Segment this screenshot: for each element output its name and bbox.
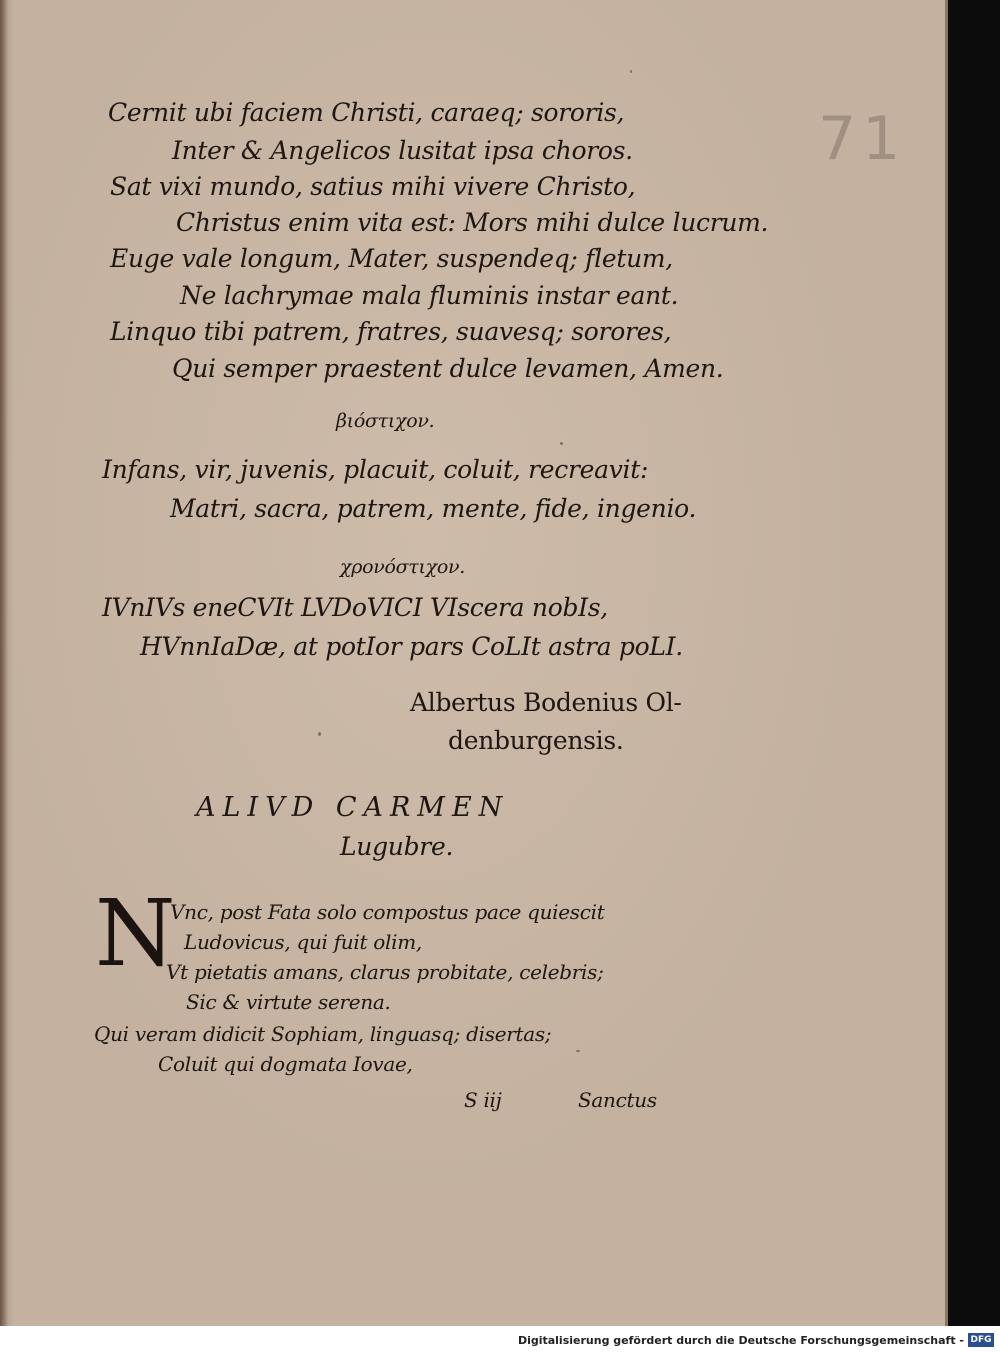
verse-line-2: Inter & Angelicos lusitat ipsa choros. xyxy=(172,136,633,165)
binding-shadow xyxy=(0,0,8,1326)
poem-line-5: Qui veram didicit Sophiam, linguasq; disertas; xyxy=(94,1022,552,1046)
paper-speck xyxy=(576,1050,580,1052)
distich-heading: βιόστιχον. xyxy=(336,410,435,432)
poem-subtitle: Lugubre. xyxy=(340,832,454,861)
poem-line-1: Vnc, post Fata solo compostus pace quiescit xyxy=(170,900,605,924)
poem-line-3: Vt pietatis amans, clarus probitate, celebris; xyxy=(166,960,604,984)
distich-line-2: Matri, sacra, patrem, mente, fide, ingenio. xyxy=(170,494,697,523)
page-edge xyxy=(945,0,948,1326)
dfg-logo: DFG xyxy=(968,1333,994,1347)
poem-line-6: Coluit qui dogmata Iovae, xyxy=(158,1052,413,1076)
verse-line-1: Cernit ubi faciem Christi, caraeq; sororis, xyxy=(108,98,625,127)
verse-line-6: Ne lachrymae mala fluminis instar eant. xyxy=(180,281,679,310)
verse-line-7: Linquo tibi patrem, fratres, suavesq; sorores, xyxy=(110,317,672,346)
poem-line-2: Ludovicus, qui fuit olim, xyxy=(184,930,422,954)
verse-line-5: Euge vale longum, Mater, suspendeq; fletum, xyxy=(110,244,673,273)
paper-speck xyxy=(560,442,563,445)
verse-line-8: Qui semper praestent dulce levamen, Amen. xyxy=(172,354,724,383)
footer-bar xyxy=(0,1326,1000,1352)
catchword: Sanctus xyxy=(578,1088,657,1112)
chronostich-line-1: IVnIVs eneCVIt LVDoVICI VIscera nobIs, xyxy=(102,593,608,622)
poem-line-4: Sic & virtute serena. xyxy=(186,990,391,1014)
signature-mark: S iij xyxy=(464,1088,502,1112)
drop-cap: N xyxy=(95,880,176,987)
distich-line-1: Infans, vir, juvenis, placuit, coluit, recreavit: xyxy=(102,455,649,484)
paper-speck xyxy=(630,70,632,73)
paper-speck xyxy=(318,732,321,736)
chronostich-line-2: HVnnIaDæ, at potIor pars CoLIt astra poLI. xyxy=(140,632,683,661)
dfg-credit-text: Digitalisierung gefördert durch die Deutsche Forschungsgemeinschaft - xyxy=(517,1334,964,1347)
pencil-page-number: 71 xyxy=(818,104,907,174)
author-line-1: Albertus Bodenius Ol- xyxy=(410,688,682,717)
verse-line-3: Sat vixi mundo, satius mihi vivere Christo, xyxy=(110,172,636,201)
poem-title: ALIVD CARMEN xyxy=(196,792,510,823)
verse-line-4: Christus enim vita est: Mors mihi dulce lucrum. xyxy=(176,208,769,237)
author-line-2: denburgensis. xyxy=(448,726,624,755)
chronostich-heading: χρονόστιχον. xyxy=(340,556,465,578)
